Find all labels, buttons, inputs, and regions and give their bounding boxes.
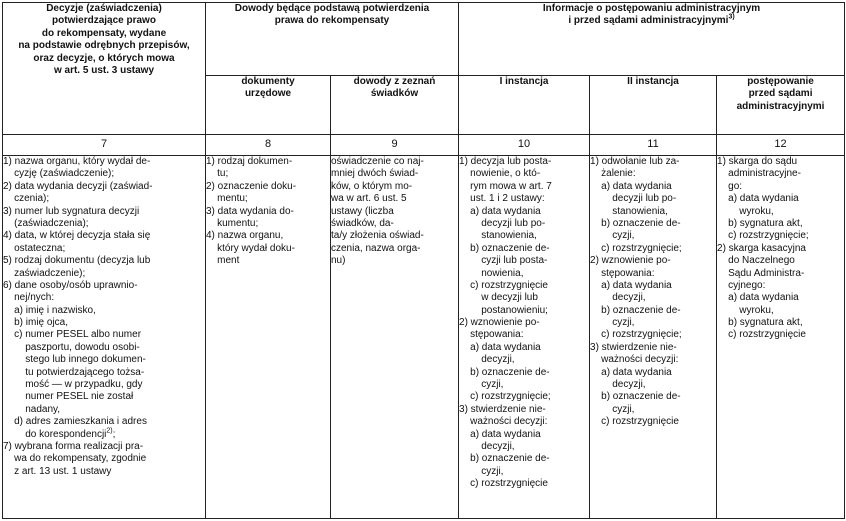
text-line: decyzji,	[459, 440, 515, 452]
column-number-9: 9	[331, 135, 459, 156]
text-line: zaświadczenie);	[3, 267, 86, 279]
text-line: 2) oznaczenie doku-	[206, 180, 297, 192]
text-line: z art. 13 ust. 1 ustawy	[3, 465, 112, 477]
compensation-table	[2, 2, 845, 519]
header-col10	[459, 76, 590, 135]
text-line: 3) data wydania do-	[206, 205, 294, 217]
text-line-with-footnote	[3, 429, 205, 441]
text-line: c) rozstrzygnięcie;	[717, 230, 809, 242]
text-line: b) imię ojca,	[3, 317, 69, 329]
header-col8-text	[206, 76, 330, 101]
text-line: nowienia,	[459, 267, 524, 279]
text-line: cyzji,	[459, 379, 504, 391]
cell-col11-content	[590, 156, 717, 519]
text-line: decyzji,	[459, 354, 515, 366]
text-line: 3) stwierdzenie nie-	[590, 341, 677, 353]
text-line: 4) data, w której decyzja stała się	[3, 230, 151, 242]
text-line: cyzji lub posta-	[459, 255, 548, 267]
text-line: który wydał doku-	[206, 242, 295, 254]
text-line: c) rozstrzygnięcie	[459, 279, 548, 291]
text-line: oświadczenie co naj-	[331, 156, 424, 167]
text-line: Sądu Administra-	[717, 267, 805, 279]
header-proceedings-group	[459, 3, 845, 76]
col9-lines	[331, 156, 458, 268]
text-line: stanowienia,	[459, 230, 537, 242]
text-line: przed sądami	[748, 88, 813, 100]
text-line: do Naczelnego	[717, 255, 795, 267]
header-col11	[590, 76, 717, 135]
text-line: a) data wydania	[590, 366, 672, 378]
text-line: a) data wydania	[717, 292, 799, 304]
text-line: nowienie, o któ-	[459, 168, 541, 180]
text-line: Decyzje (zaświadczenia)	[46, 3, 162, 14]
text-line: a) data wydania	[590, 279, 672, 291]
text-line: wyroku,	[717, 205, 774, 217]
cell-col8-content	[206, 156, 331, 519]
col8-lines	[206, 156, 330, 268]
text-line: c) rozstrzygnięcie;	[590, 329, 682, 341]
text-line: II instancja	[627, 76, 679, 87]
header-col12-text	[717, 76, 844, 113]
cell-col7-content	[3, 156, 206, 519]
text-line: ostateczna;	[3, 242, 66, 254]
text-line: 2) skarga kasacyjna	[717, 242, 806, 254]
text-line: b) oznaczenie de-	[459, 242, 550, 254]
header-col12	[717, 76, 845, 135]
text-line: w decyzji lub	[459, 292, 538, 304]
header-proceedings-group-text	[459, 3, 844, 28]
text-line: I instancja	[499, 76, 549, 87]
text-line: żalenie:	[590, 168, 636, 180]
footnote-suffix: ;	[112, 428, 116, 440]
text-line: decyzji lub po-	[590, 193, 677, 205]
text-line: decyzji lub po-	[459, 217, 546, 229]
text-line: ustawy (liczba	[331, 205, 394, 217]
text-line: paszportu, dowodu osobi-	[3, 341, 140, 353]
header-col9	[331, 76, 459, 135]
column-number-10: 10	[459, 135, 590, 156]
text-line: 6) dane osoby/osób uprawnio-	[3, 279, 138, 291]
text-line: 1) rodzaj dokumen-	[206, 156, 293, 167]
text-line: c) rozstrzygnięcie	[459, 478, 548, 490]
text-line: cyzji,	[590, 230, 635, 242]
text-line: tu;	[206, 168, 229, 180]
text-line: stego lub innego dokumen-	[3, 354, 146, 366]
text-line: 2) data wydania decyzji (zaświad-	[3, 180, 153, 192]
text-line: 2) wznowienie po-	[459, 317, 540, 329]
text-line: w art. 5 ust. 3 ustawy	[53, 64, 155, 76]
header-proceedings-line2-text: i przed sądami administracyjnymi	[568, 15, 729, 27]
header-col11-text	[590, 76, 716, 88]
text-line: mniej dwóch świad-	[331, 168, 419, 180]
text-line: c) rozstrzygnięcie	[717, 329, 806, 341]
text-line: 3) stwierdzenie nie-	[459, 403, 546, 415]
text-line: a) data wydania	[459, 341, 541, 353]
cell-col9-content	[331, 156, 459, 519]
text-line: czenia, nazwa orga-	[331, 242, 421, 254]
text-line: a) data wydania	[459, 428, 541, 440]
text-line: cyjnego:	[717, 279, 766, 291]
text-line: 3) numer lub sygnatura decyzji	[3, 205, 140, 217]
text-line: b) oznaczenie de-	[590, 217, 681, 229]
text-line: c) numer PESEL albo numer	[3, 329, 142, 341]
text-line: cyzję (zaświadczenie);	[3, 168, 115, 180]
text-line: czenia);	[3, 193, 50, 205]
text-line: b) oznaczenie de-	[590, 391, 681, 403]
text-line: postępowanie	[747, 76, 814, 87]
text-line: urzędowe	[244, 88, 292, 100]
header-proceedings-line1: Informacje o postępowaniu administracyjnym	[542, 3, 761, 14]
text-line: ważności decyzji:	[459, 416, 548, 428]
header-col10-text	[459, 76, 589, 88]
text-line: prawa do rekompensaty	[274, 15, 390, 27]
text-line: 7) wybrana forma realizacji pra-	[3, 440, 144, 452]
column-number-7: 7	[3, 135, 206, 156]
text-line: 2) wznowienie po-	[590, 255, 671, 267]
footnote-marker-3: 3)	[728, 14, 735, 22]
text-line: ta/y złożenia oświad-	[331, 230, 424, 242]
text-line: 1) odwołanie lub za-	[590, 156, 680, 167]
text-line: dokumenty	[241, 76, 295, 87]
text-line: postanowieniu;	[459, 304, 548, 316]
text-line: decyzji,	[590, 379, 646, 391]
text-line: c) rozstrzygnięcie;	[590, 242, 682, 254]
text-line: tu potwierdzającego tożsa-	[3, 366, 145, 378]
text-line: cyzji,	[590, 403, 635, 415]
text-line: b) oznaczenie de-	[459, 366, 550, 378]
text-line: świadków	[370, 88, 419, 100]
text-line: nu)	[331, 255, 346, 267]
text-line: a) data wydania	[590, 180, 672, 192]
text-line: 5) rodzaj dokumentu (decyzja lub	[3, 255, 151, 267]
text-line: stanowienia,	[590, 205, 668, 217]
text-line: do rekompensaty, wydane	[41, 27, 167, 39]
text-line: rym mowa w art. 7	[459, 180, 552, 192]
text-line: a) data wydania	[459, 205, 541, 217]
text-line: decyzji,	[590, 292, 646, 304]
text-line: ważności decyzji:	[590, 354, 679, 366]
column-number-11: 11	[590, 135, 717, 156]
text-line: oraz decyzje, o których mowa	[33, 52, 175, 64]
text-line: b) oznaczenie de-	[459, 453, 550, 465]
text-line: numer PESEL nie został	[3, 391, 134, 403]
text-line: dowody z zeznań	[353, 76, 436, 87]
text-line: administracyjnymi	[736, 100, 825, 112]
text-line: do korespondencji	[3, 428, 107, 440]
col10-lines	[459, 156, 589, 491]
text-line: wyroku,	[717, 304, 774, 316]
text-line: ment	[206, 255, 240, 267]
text-line: (zaświadczenia);	[3, 217, 89, 229]
column-number-8: 8	[206, 135, 331, 156]
text-line: stępowania:	[459, 329, 524, 341]
text-line: na podstawie odrębnych przepisów,	[18, 40, 190, 52]
cell-col10-content	[459, 156, 590, 519]
text-line: c) rozstrzygnięcie	[590, 416, 679, 428]
header-evidence-group-text	[206, 3, 458, 28]
text-line: 1) nazwa organu, który wydał de-	[3, 156, 151, 167]
text-line: 4) nazwa organu,	[206, 230, 284, 242]
text-line: ust. 1 i 2 ustawy:	[459, 193, 545, 205]
column-number-12: 12	[717, 135, 845, 156]
text-line: 1) decyzja lub posta-	[459, 156, 552, 167]
text-line: mość — w przypadku, gdy	[3, 379, 143, 391]
header-col7	[3, 3, 206, 135]
header-evidence-group	[206, 3, 459, 76]
text-line: cyzji,	[459, 465, 504, 477]
text-line: mentu;	[206, 193, 248, 205]
cell-col12-content	[717, 156, 845, 519]
footnote-marker-2: 2)	[106, 427, 113, 435]
text-line: cyzji,	[590, 317, 635, 329]
text-line: d) adres zamieszkania i adres	[3, 416, 147, 428]
text-line: wa do rekompensaty, zgodnie	[3, 453, 147, 465]
text-line: go:	[717, 180, 743, 192]
text-line: nej/nych:	[3, 292, 55, 304]
text-line: a) imię i nazwisko,	[3, 304, 96, 316]
text-line: 1) skarga do sądu	[717, 156, 798, 167]
header-proceedings-line2	[459, 15, 844, 27]
text-line: ków, o którym mo-	[331, 180, 413, 192]
text-line: b) sygnatura akt,	[717, 317, 803, 329]
text-line: stępowania:	[590, 267, 655, 279]
text-line: Dowody będące podstawą potwierdzenia	[234, 3, 430, 14]
col12-lines	[717, 156, 844, 342]
text-line: kumentu;	[206, 217, 259, 229]
text-line: potwierdzające prawo	[52, 15, 156, 27]
text-line: świadków, da-	[331, 217, 394, 229]
text-line: wa w art. 6 ust. 5	[331, 193, 407, 205]
header-col7-text	[3, 3, 205, 77]
col7-lines	[3, 156, 205, 478]
text-line: administracyjne-	[717, 168, 801, 180]
text-line: a) data wydania	[717, 193, 799, 205]
header-col8	[206, 76, 331, 135]
col11-lines	[590, 156, 716, 429]
header-col9-text	[331, 76, 458, 101]
text-line: b) sygnatura akt,	[717, 217, 803, 229]
text-line: b) oznaczenie de-	[590, 304, 681, 316]
text-line: nadany,	[3, 403, 61, 415]
text-line: c) rozstrzygnięcie;	[459, 391, 551, 403]
